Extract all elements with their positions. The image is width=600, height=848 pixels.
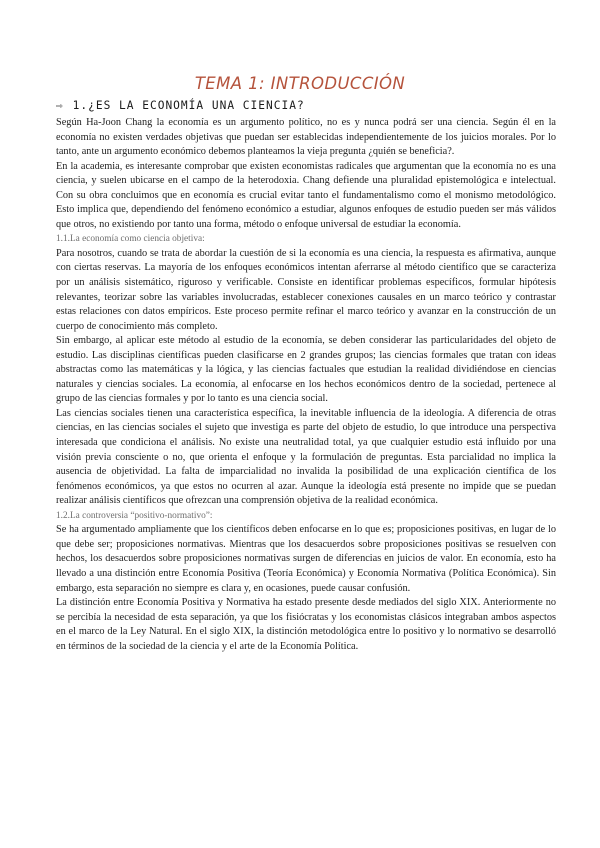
section-heading-1-text: 1.¿ES LA ECONOMÍA UNA CIENCIA? bbox=[72, 99, 305, 112]
paragraph: Sin embargo, al aplicar este método al estudio de la economía, se deben considerar las particularidades del objeto de estudio. Las disciplinas científicas pueden clasificarse en 2 grandes grupos; las ciencias formales que tratan con ideas abstractas como las matemáticas y la lógica, y las ciencias factuales que estudian la realidad dividiéndose en ciencias naturales y ciencias sociales. La economía, al enfocarse en los hechos económicos dentro de la sociedad, pertenece al grupo de las ciencias formales y por lo tanto es una ciencia social. bbox=[56, 335, 556, 405]
paragraph: La distinción entre Economía Positiva y Normativa ha estado presente desde mediados del siglo XIX. Anteriormente no se percibía la necesidad de esta separación, ya que los fisiócratas y los economistas clásicos integraban ambos aspectos en el marco de la Ley Natural. En el siglo XIX, la distinción metodológica entre lo positivo y lo normativo se desarrolló en términos de la sociedad de la ciencia y el arte de la Economía Política. bbox=[56, 597, 556, 652]
document-title: TEMA 1: INTRODUCCIÓN bbox=[194, 74, 406, 93]
paragraph: En la academia, es interesante comprobar que existen economistas radicales que argumentan que la economía no es una ciencia, y suelen ubicarse en el campo de la heterodoxia. Chang defiende una pluralidad epistemológica e intelectual. Con su obra concluimos que en economía es crucial evitar tanto el fundamentalismo como el monismo metodológico. Esto implica que, dependiendo del fenómeno económico a estudiar, algunos enfoques de estudio pueden ser más válidos que otros, no existiendo por tanto una forma, método o enfoque universal de estudiar la economía. bbox=[56, 160, 556, 230]
paragraph: Las ciencias sociales tienen una característica específica, la inevitable influencia de la ideología. A diferencia de otras ciencias, en las ciencias sociales el sujeto que investiga es parte del objeto de estudio, lo que introduce una perspectiva interesada que condiciona el análisis. No existe una neutralidad total, ya que cualquier estudio está influido por una visión previa consciente o no, que orienta el enfoque y la formulación de preguntas. Esta parcialidad no implica la ausencia de objetividad. La falta de imparcialidad no invalida la posibilidad de una explicación científica de los fenómenos económicos, ya que estos no ocurren al azar. Aunque la ideología está presente no impide que se puedan realizar análisis científicos que ofrezcan una comprensión objetiva de la realidad económica. bbox=[56, 407, 556, 507]
paragraph: Se ha argumentado ampliamente que los científicos deben enfocarse en lo que es; proposiciones positivas, en lugar de lo que debe ser; proposiciones normativas. Mientras que los desacuerdos sobre proposiciones positivas se resuelven con hechos, los desacuerdos sobre proposiciones normativas surgen de diferencias en juicios de valor. En economía, esto ha llevado a una distinción entre Economía Positiva (Teoría Económica) y Economía Normativa (Política Económica). Sin embargo, esta separación no siempre es clara y, en ocasiones, puede causar confusión. bbox=[56, 524, 556, 594]
paragraph: Para nosotros, cuando se trata de abordar la cuestión de si la economía es una ciencia, la respuesta es afirmativa, aunque con ciertas reservas. La mayoría de los enfoques económicos intentan aferrarse al método científico que se caracteriza por un análisis sistemático, riguroso y verificable. Consiste en identificar problemas específicos, formular hipótesis relevantes, teorizar sobre las variables involucradas, establecer conexiones causales en un marco teórico y contrastar estas relaciones con datos empíricos. Este proceso permite refinar el marco teórico y avanzar en la construcción de un cuerpo de conocimiento más completo. bbox=[56, 247, 556, 332]
document-body bbox=[56, 116, 556, 654]
subsection-heading-1-2: 1.2.La controversia “positivo-normativo”: bbox=[56, 510, 213, 521]
subsection-heading-1-1: 1.1.La economía como ciencia objetiva: bbox=[56, 234, 205, 245]
arrow-right-icon: ⇨ bbox=[56, 99, 64, 112]
paragraph: Según Ha-Joon Chang la economía es un argumento político, no es y nunca podrá ser una ciencia. Según él en la economía no existen verdades objetivas que puedan ser establecidas independientemente de los juicios morales. Por lo tanto, ante un argumento económico debemos planteamos la vieja pregunta ¿quién se beneficia?. bbox=[56, 117, 556, 158]
section-heading-1 bbox=[56, 99, 305, 112]
